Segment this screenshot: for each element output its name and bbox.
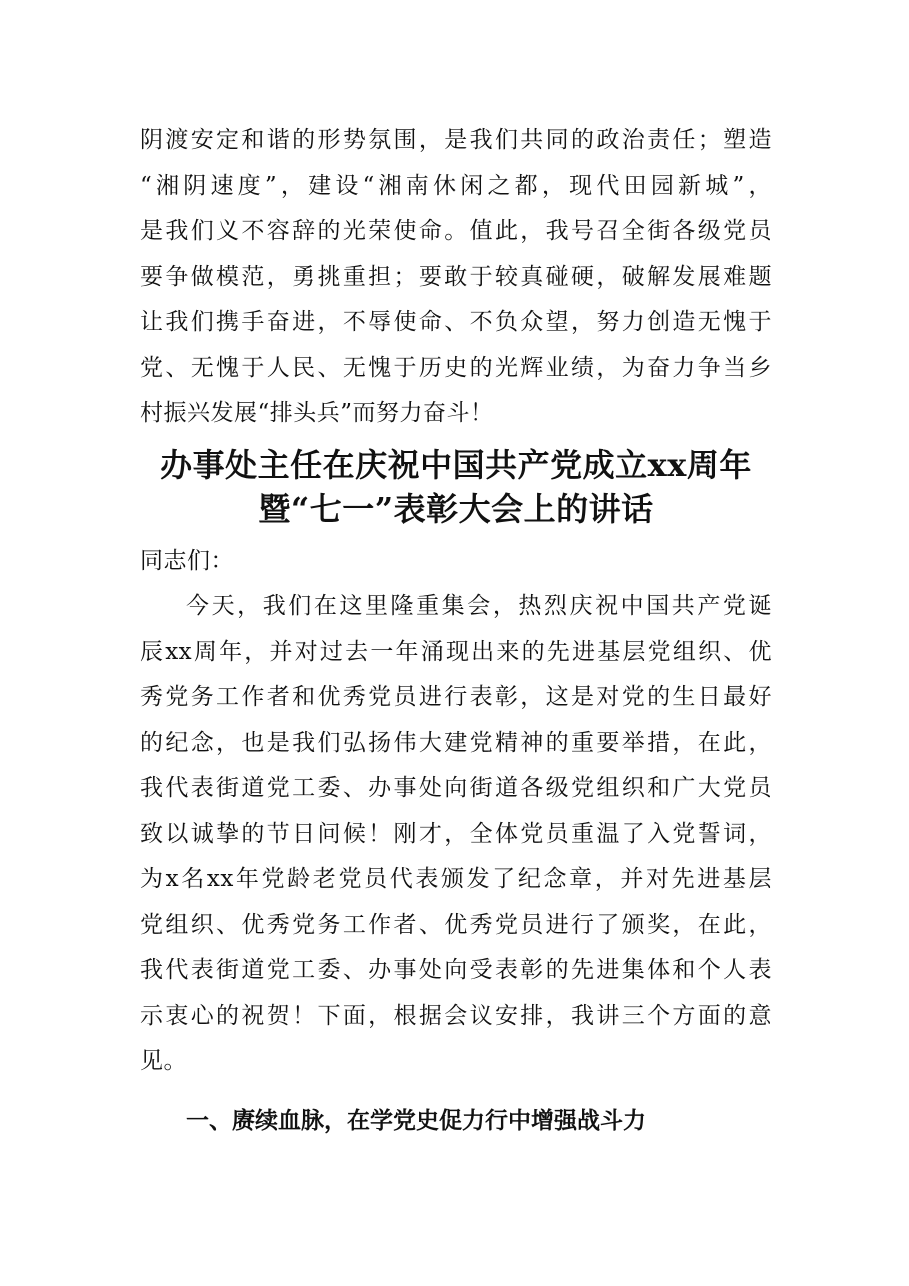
speech-title-line-2: 暨“七一”表彰大会上的讲话 bbox=[258, 489, 654, 528]
section-heading: 一、赓续血脉，在学党史促力行中增强战斗力 bbox=[186, 1107, 646, 1134]
text-line: “湘阴速度”，建设“湘南休闲之都，现代田园新城”， bbox=[140, 172, 772, 199]
text-line: 示衷心的祝贺！下面，根据会议安排，我讲三个方面的意 bbox=[140, 1002, 772, 1029]
text-line: 我代表街道党工委、办事处向受表彰的先进集体和个人表 bbox=[140, 957, 772, 983]
text-line: 秀党务工作者和优秀党员进行表彰，这是对党的生日最好 bbox=[140, 684, 772, 710]
text-line: 让我们携手奋进，不辱使命、不负众望，努力创造无愧于 bbox=[140, 309, 772, 335]
text-line: 阴渡安定和谐的形势氛围，是我们共同的政治责任；塑造 bbox=[140, 127, 772, 153]
text-line: 党组织、优秀党务工作者、优秀党员进行了颁奖，在此， bbox=[140, 911, 772, 938]
text-line: 今天，我们在这里隆重集会，热烈庆祝中国共产党诞 bbox=[186, 593, 772, 619]
salutation: 同志们： bbox=[140, 547, 234, 574]
speech-title-line-1: 办事处主任在庆祝中国共产党成立xx周年 bbox=[160, 445, 752, 484]
text-line: 的纪念，也是我们弘扬伟大建党精神的重要举措，在此， bbox=[140, 729, 772, 756]
text-line: 村振兴发展“排头兵”而努力奋斗！ bbox=[140, 400, 494, 426]
speech-title bbox=[120, 443, 792, 531]
text-line: 是我们义不容辞的光荣使命。值此，我号召全街各级党员 bbox=[140, 218, 772, 244]
body-paragraph bbox=[140, 584, 772, 1085]
intro-paragraph bbox=[140, 118, 772, 437]
text-line: 为x名xx年党龄老党员代表颁发了纪念章，并对先进基层 bbox=[140, 866, 772, 892]
document-content bbox=[140, 118, 772, 1144]
text-line: 见。 bbox=[140, 1048, 187, 1074]
text-line: 要争做模范，勇挑重担；要敢于较真碰硬，破解发展难题 bbox=[140, 263, 772, 290]
text-line: 辰xx周年，并对过去一年涌现出来的先进基层党组织、优 bbox=[140, 638, 772, 665]
text-line: 致以诚挚的节日问候！刚才，全体党员重温了入党誓词， bbox=[140, 820, 772, 847]
text-line: 党、无愧于人民、无愧于历史的光辉业绩，为奋力争当乡 bbox=[140, 354, 772, 381]
text-line: 我代表街道党工委、办事处向街道各级党组织和广大党员 bbox=[140, 775, 772, 801]
